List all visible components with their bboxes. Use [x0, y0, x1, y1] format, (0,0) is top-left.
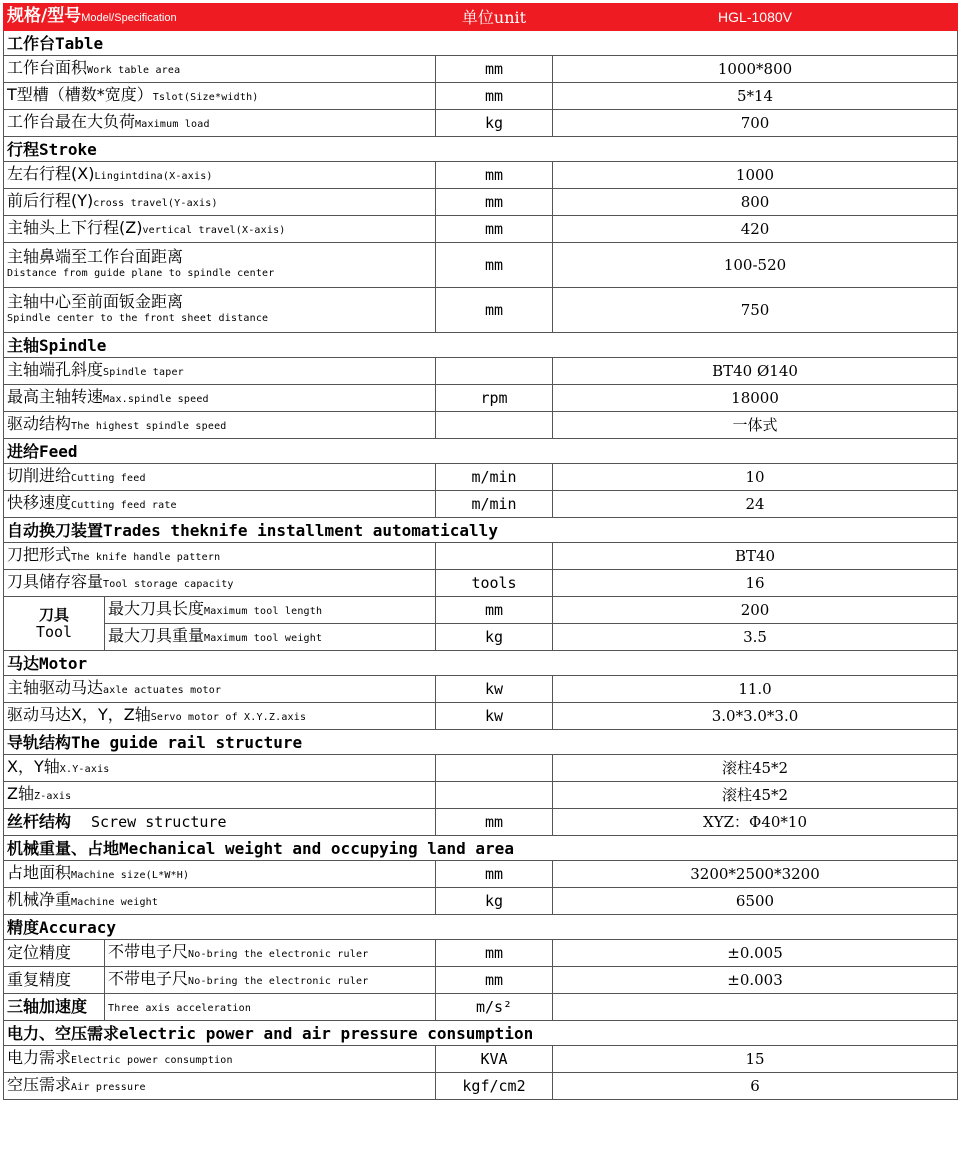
- value-cell: 100-520: [553, 243, 958, 288]
- table-cell: [105, 940, 436, 967]
- table-cell: [105, 994, 436, 1021]
- value-cell: 5*14: [553, 83, 958, 110]
- label-zh: 左右行程(X): [7, 164, 95, 183]
- label-en: Cutting feed rate: [71, 500, 177, 511]
- sub-label-en: No-bring the electronic ruler: [188, 976, 369, 987]
- unit-cell: KVA: [436, 1046, 553, 1073]
- table-cell: [4, 385, 436, 412]
- section-row: [4, 836, 958, 861]
- table-row: [4, 967, 958, 994]
- unit-cell: m/min: [436, 491, 553, 518]
- table-cell: [4, 994, 105, 1021]
- value-cell: ±0.003: [553, 967, 958, 994]
- value-cell: 420: [553, 216, 958, 243]
- unit-cell: [436, 358, 553, 385]
- section-row: [4, 730, 958, 755]
- table-cell: [4, 56, 436, 83]
- value-cell: 6500: [553, 888, 958, 915]
- value-cell: 一体式: [553, 412, 958, 439]
- label-en: Lingintdina(X-axis): [94, 171, 213, 182]
- table-row: [4, 83, 958, 110]
- header-row: [4, 4, 958, 31]
- value-cell: ±0.005: [553, 940, 958, 967]
- label-zh: 主轴驱动马达: [7, 678, 104, 697]
- table-row: [4, 597, 958, 624]
- text-label: 规格/型号: [7, 5, 82, 26]
- table-row: [4, 110, 958, 137]
- unit-cell: rpm: [436, 385, 553, 412]
- unit-cell: [436, 755, 553, 782]
- label-en: The highest spindle speed: [71, 421, 227, 432]
- label-zh: 最高主轴转速: [7, 387, 104, 406]
- unit-cell: mm: [436, 288, 553, 333]
- text-label: 工作台Table: [4, 31, 958, 56]
- table-cell: [4, 288, 436, 333]
- table-row: [4, 861, 958, 888]
- label-en: Three axis acceleration: [108, 1002, 252, 1014]
- table-cell: [4, 809, 436, 836]
- table-row: [4, 385, 958, 412]
- label-zh: 丝杆结构: [7, 812, 72, 831]
- value-cell: 800: [553, 189, 958, 216]
- sub-label-zh: 不带电子尺: [108, 969, 189, 988]
- label-en: Maximum tool length: [204, 606, 323, 617]
- table-row: [4, 1073, 958, 1100]
- table-cell: [4, 464, 436, 491]
- value-cell: 3.0*3.0*3.0: [553, 703, 958, 730]
- label-en: axle actuates motor: [103, 685, 222, 696]
- spec-table: [3, 3, 958, 1100]
- label-en: Spindle center to the front sheet distance: [7, 313, 269, 324]
- label-en: cross travel(Y-axis): [93, 198, 218, 209]
- table-cell: [4, 1073, 436, 1100]
- unit-cell: mm: [436, 809, 553, 836]
- sub-label-en: No-bring the electronic ruler: [188, 949, 369, 960]
- section-row: [4, 518, 958, 543]
- table-row: [4, 570, 958, 597]
- label-zh: 电力需求: [7, 1048, 72, 1067]
- header-label: [4, 4, 436, 31]
- unit-cell: kgf/cm2: [436, 1073, 553, 1100]
- table-row: [4, 676, 958, 703]
- unit-cell: mm: [436, 216, 553, 243]
- value-cell: 24: [553, 491, 958, 518]
- table-row: [4, 243, 958, 288]
- text-label: 刀具: [38, 605, 69, 624]
- label-zh: 最大刀具重量: [108, 626, 205, 645]
- label-zh: 定位精度: [7, 943, 72, 962]
- table-cell: [4, 703, 436, 730]
- table-cell: [4, 412, 436, 439]
- value-cell: [553, 994, 958, 1021]
- value-cell: BT40: [553, 543, 958, 570]
- text-label: 进给Feed: [4, 439, 958, 464]
- label-zh: 空压需求: [7, 1075, 72, 1094]
- section-row: [4, 333, 958, 358]
- table-cell: [4, 570, 436, 597]
- label-en: Cutting feed: [71, 473, 146, 484]
- text-label: 机械重量、占地Mechanical weight and occupying land area: [4, 836, 958, 861]
- label-en: Tslot(Size*width): [152, 92, 259, 103]
- text-label: Tool: [35, 622, 73, 641]
- label-en: The knife handle pattern: [71, 552, 221, 563]
- label-en: Air pressure: [71, 1082, 146, 1093]
- table-row: [4, 216, 958, 243]
- table-cell: [4, 243, 436, 288]
- label-zh: 快移速度: [7, 493, 72, 512]
- text-label: Model/Specification: [81, 11, 177, 24]
- table-cell: [4, 110, 436, 137]
- value-cell: 11.0: [553, 676, 958, 703]
- table-cell: [4, 782, 436, 809]
- table-row: [4, 162, 958, 189]
- unit-cell: kg: [436, 624, 553, 651]
- unit-cell: [436, 782, 553, 809]
- label-zh: T型槽（槽数*宽度）: [7, 85, 153, 104]
- value-cell: XYZ：Φ40*10: [553, 809, 958, 836]
- section-row: [4, 31, 958, 56]
- label-zh: 主轴头上下行程(Z): [7, 218, 143, 237]
- section-row: [4, 439, 958, 464]
- label-zh: 重复精度: [7, 970, 72, 989]
- table-cell: [4, 967, 105, 994]
- table-row: [4, 491, 958, 518]
- unit-cell: kg: [436, 110, 553, 137]
- label-en: Tool storage capacity: [103, 579, 234, 590]
- label-zh: 机械净重: [7, 890, 72, 909]
- table-row: [4, 940, 958, 967]
- label-en: Z-axis: [33, 791, 72, 802]
- table-cell: [4, 358, 436, 385]
- label-zh: 前后行程(Y): [7, 191, 94, 210]
- table-row: [4, 624, 958, 651]
- label-en: Machine weight: [71, 897, 159, 908]
- section-row: [4, 1021, 958, 1046]
- text-label: 电力、空压需求electric power and air pressure consumption: [4, 1021, 958, 1046]
- unit-cell: mm: [436, 56, 553, 83]
- label-zh: 占地面积: [7, 863, 72, 882]
- table-row: [4, 464, 958, 491]
- table-row: [4, 888, 958, 915]
- label-zh: X，Y轴: [7, 757, 60, 776]
- unit-cell: m/s²: [436, 994, 553, 1021]
- table-row: [4, 358, 958, 385]
- label-en: Machine size(L*W*H): [71, 870, 190, 881]
- table-cell: [105, 597, 436, 624]
- unit-cell: [436, 543, 553, 570]
- table-cell: [4, 861, 436, 888]
- table-row: [4, 809, 958, 836]
- value-cell: 700: [553, 110, 958, 137]
- table-row: [4, 56, 958, 83]
- label-en: Spindle taper: [103, 367, 184, 378]
- text-label: 自动换刀装置Trades theknife installment automatically: [4, 518, 958, 543]
- table-cell: [4, 216, 436, 243]
- section-row: [4, 915, 958, 940]
- value-cell: 10: [553, 464, 958, 491]
- value-cell: 18000: [553, 385, 958, 412]
- label-zh: 最大刀具长度: [108, 599, 205, 618]
- label-en: Work table area: [87, 65, 181, 76]
- table-cell: [4, 83, 436, 110]
- table-row: [4, 703, 958, 730]
- header-model: HGL-1080V: [553, 4, 958, 31]
- label-zh: 驱动马达X，Y，Z轴: [7, 705, 151, 724]
- unit-cell: m/min: [436, 464, 553, 491]
- table-cell: [4, 162, 436, 189]
- value-cell: 6: [553, 1073, 958, 1100]
- label-zh: 三轴加速度: [7, 997, 88, 1016]
- value-cell: 滚柱45*2: [553, 755, 958, 782]
- table-cell: [4, 755, 436, 782]
- value-cell: 16: [553, 570, 958, 597]
- unit-cell: mm: [436, 940, 553, 967]
- label-zh: 工作台最在大负荷: [7, 112, 136, 131]
- label-zh: 切削进给: [7, 466, 72, 485]
- table-cell: [105, 624, 436, 651]
- value-cell: BT40 Ø140: [553, 358, 958, 385]
- value-cell: 200: [553, 597, 958, 624]
- label-zh: Z轴: [7, 784, 34, 803]
- sub-label-zh: 不带电子尺: [108, 942, 189, 961]
- unit-cell: kw: [436, 676, 553, 703]
- table-row: [4, 782, 958, 809]
- text-label: 精度Accuracy: [4, 915, 958, 940]
- table-row: [4, 755, 958, 782]
- table-cell: [4, 189, 436, 216]
- unit-cell: mm: [436, 861, 553, 888]
- label-zh: 主轴鼻端至工作台面距离: [7, 247, 184, 266]
- unit-cell: kg: [436, 888, 553, 915]
- unit-cell: mm: [436, 967, 553, 994]
- table-cell: [4, 543, 436, 570]
- table-cell: [4, 1046, 436, 1073]
- table-cell: [105, 967, 436, 994]
- text-label: 马达Motor: [4, 651, 958, 676]
- value-cell: 3200*2500*3200: [553, 861, 958, 888]
- text-label: 行程Stroke: [4, 137, 958, 162]
- label-en: Max.spindle speed: [103, 394, 209, 405]
- label-en: Screw structure: [91, 813, 227, 831]
- value-cell: 1000*800: [553, 56, 958, 83]
- tool-group-label: [4, 597, 105, 651]
- section-row: [4, 137, 958, 162]
- value-cell: 滚柱45*2: [553, 782, 958, 809]
- label-zh: 刀把形式: [7, 545, 72, 564]
- label-en: Maximum tool weight: [204, 633, 323, 644]
- header-unit: 单位unit: [436, 4, 553, 31]
- text-label: 主轴Spindle: [4, 333, 958, 358]
- table-row: [4, 412, 958, 439]
- label-en: Maximum load: [135, 119, 210, 130]
- text-label: 导轨结构The guide rail structure: [4, 730, 958, 755]
- label-zh: 驱动结构: [7, 414, 72, 433]
- table-row: [4, 288, 958, 333]
- label-zh: 工作台面积: [7, 58, 88, 77]
- label-en: Servo motor of X.Y.Z.axis: [150, 712, 307, 723]
- unit-cell: tools: [436, 570, 553, 597]
- label-zh: 刀具储存容量: [7, 572, 104, 591]
- unit-cell: kw: [436, 703, 553, 730]
- unit-cell: mm: [436, 189, 553, 216]
- table-cell: [4, 940, 105, 967]
- table-cell: [4, 491, 436, 518]
- unit-cell: mm: [436, 243, 553, 288]
- value-cell: 750: [553, 288, 958, 333]
- unit-cell: mm: [436, 597, 553, 624]
- label-en: Electric power consumption: [71, 1055, 233, 1066]
- table-row: [4, 543, 958, 570]
- value-cell: 1000: [553, 162, 958, 189]
- section-row: [4, 651, 958, 676]
- label-en: Distance from guide plane to spindle center: [7, 268, 275, 279]
- unit-cell: mm: [436, 83, 553, 110]
- label-zh: 主轴端孔斜度: [7, 360, 104, 379]
- unit-cell: mm: [436, 162, 553, 189]
- table-row: [4, 1046, 958, 1073]
- table-row: [4, 189, 958, 216]
- value-cell: 15: [553, 1046, 958, 1073]
- table-row: [4, 994, 958, 1021]
- label-en: X.Y-axis: [59, 764, 110, 775]
- label-en: vertical travel(X-axis): [142, 225, 286, 236]
- table-cell: [4, 676, 436, 703]
- table-cell: [4, 888, 436, 915]
- unit-cell: [436, 412, 553, 439]
- value-cell: 3.5: [553, 624, 958, 651]
- label-zh: 主轴中心至前面钣金距离: [7, 292, 184, 311]
